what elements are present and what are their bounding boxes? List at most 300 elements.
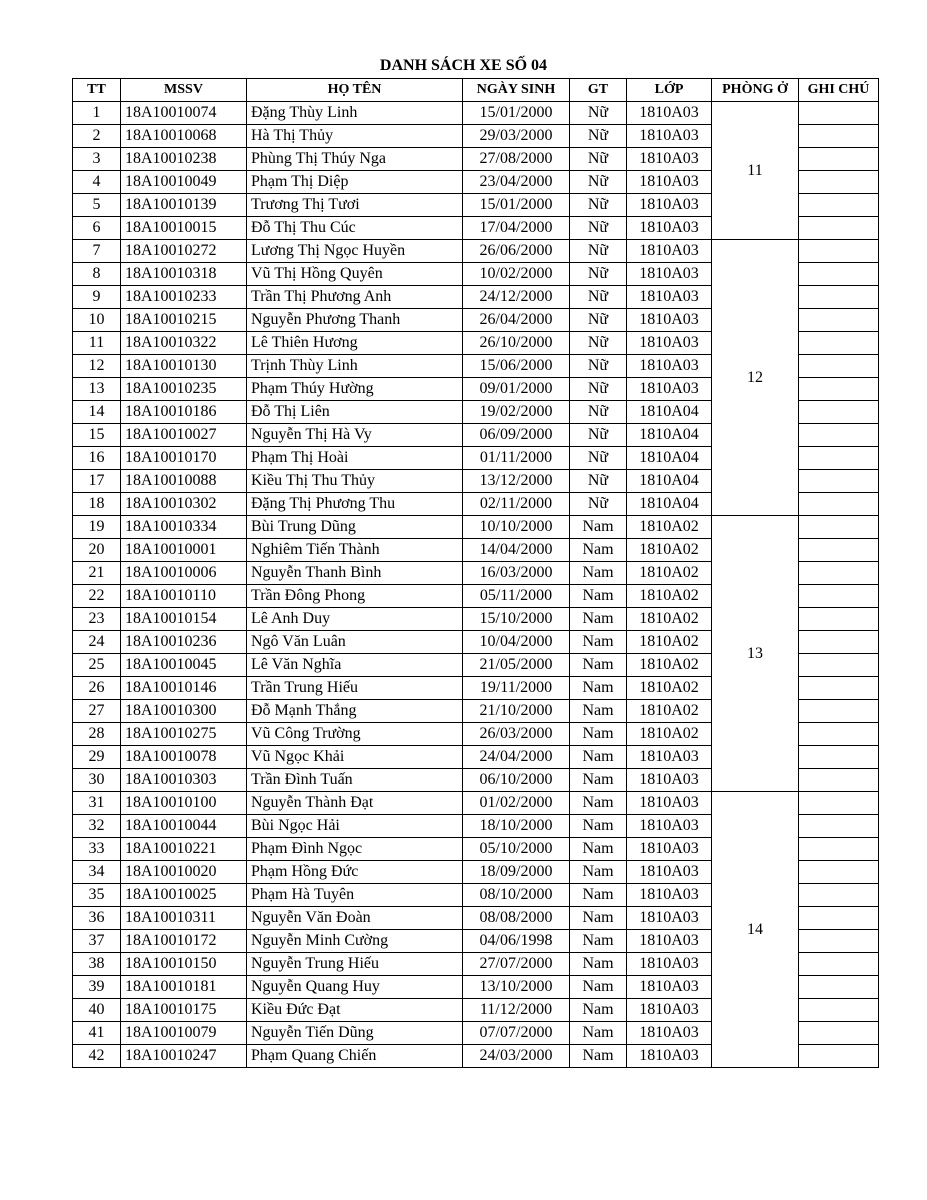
row-number: 37 (73, 930, 121, 953)
date-of-birth: 24/03/2000 (463, 1045, 570, 1068)
date-of-birth: 10/04/2000 (463, 631, 570, 654)
student-name: Vũ Công Trường (247, 723, 463, 746)
student-id: 18A10010079 (121, 1022, 247, 1045)
note-cell (799, 769, 879, 792)
note-cell (799, 608, 879, 631)
gender: Nam (570, 585, 627, 608)
class-code: 1810A03 (627, 815, 712, 838)
gender: Nữ (570, 240, 627, 263)
student-name: Nguyễn Thị Hà Vy (247, 424, 463, 447)
room-number: 11 (712, 102, 799, 240)
note-cell (799, 884, 879, 907)
gender: Nữ (570, 286, 627, 309)
student-id: 18A10010001 (121, 539, 247, 562)
row-number: 41 (73, 1022, 121, 1045)
note-cell (799, 999, 879, 1022)
student-id: 18A10010300 (121, 700, 247, 723)
gender: Nam (570, 700, 627, 723)
row-number: 14 (73, 401, 121, 424)
date-of-birth: 08/08/2000 (463, 907, 570, 930)
student-name: Phùng Thị Thúy Nga (247, 148, 463, 171)
class-code: 1810A03 (627, 953, 712, 976)
student-id: 18A10010275 (121, 723, 247, 746)
date-of-birth: 26/10/2000 (463, 332, 570, 355)
header-mssv: MSSV (121, 79, 247, 102)
student-name: Trần Đông Phong (247, 585, 463, 608)
note-cell (799, 194, 879, 217)
date-of-birth: 18/09/2000 (463, 861, 570, 884)
date-of-birth: 27/08/2000 (463, 148, 570, 171)
note-cell (799, 815, 879, 838)
row-number: 29 (73, 746, 121, 769)
class-code: 1810A03 (627, 148, 712, 171)
student-name: Nguyễn Trung Hiếu (247, 953, 463, 976)
class-code: 1810A04 (627, 470, 712, 493)
class-code: 1810A03 (627, 769, 712, 792)
date-of-birth: 09/01/2000 (463, 378, 570, 401)
class-code: 1810A03 (627, 286, 712, 309)
row-number: 13 (73, 378, 121, 401)
gender: Nữ (570, 102, 627, 125)
note-cell (799, 516, 879, 539)
note-cell (799, 447, 879, 470)
date-of-birth: 13/12/2000 (463, 470, 570, 493)
date-of-birth: 01/11/2000 (463, 447, 570, 470)
gender: Nam (570, 999, 627, 1022)
student-id: 18A10010130 (121, 355, 247, 378)
date-of-birth: 21/10/2000 (463, 700, 570, 723)
row-number: 22 (73, 585, 121, 608)
gender: Nam (570, 516, 627, 539)
row-number: 16 (73, 447, 121, 470)
date-of-birth: 13/10/2000 (463, 976, 570, 999)
student-name: Bùi Trung Dũng (247, 516, 463, 539)
date-of-birth: 01/02/2000 (463, 792, 570, 815)
class-code: 1810A02 (627, 516, 712, 539)
class-code: 1810A03 (627, 332, 712, 355)
note-cell (799, 631, 879, 654)
date-of-birth: 10/10/2000 (463, 516, 570, 539)
class-code: 1810A03 (627, 1045, 712, 1068)
date-of-birth: 14/04/2000 (463, 539, 570, 562)
date-of-birth: 15/10/2000 (463, 608, 570, 631)
gender: Nữ (570, 125, 627, 148)
row-number: 28 (73, 723, 121, 746)
note-cell (799, 171, 879, 194)
class-code: 1810A02 (627, 585, 712, 608)
student-id: 18A10010181 (121, 976, 247, 999)
room-number: 14 (712, 792, 799, 1068)
student-id: 18A10010303 (121, 769, 247, 792)
date-of-birth: 02/11/2000 (463, 493, 570, 516)
note-cell (799, 792, 879, 815)
gender: Nữ (570, 378, 627, 401)
student-id: 18A10010247 (121, 1045, 247, 1068)
row-number: 11 (73, 332, 121, 355)
header-ho-ten: HỌ TÊN (247, 79, 463, 102)
class-code: 1810A03 (627, 171, 712, 194)
row-number: 2 (73, 125, 121, 148)
note-cell (799, 148, 879, 171)
gender: Nam (570, 746, 627, 769)
row-number: 24 (73, 631, 121, 654)
class-code: 1810A03 (627, 263, 712, 286)
note-cell (799, 585, 879, 608)
note-cell (799, 746, 879, 769)
gender: Nữ (570, 424, 627, 447)
date-of-birth: 24/04/2000 (463, 746, 570, 769)
student-name: Đỗ Thị Liên (247, 401, 463, 424)
note-cell (799, 953, 879, 976)
student-name: Trần Đình Tuấn (247, 769, 463, 792)
row-number: 15 (73, 424, 121, 447)
date-of-birth: 26/06/2000 (463, 240, 570, 263)
student-id: 18A10010027 (121, 424, 247, 447)
note-cell (799, 217, 879, 240)
student-name: Trần Thị Phương Anh (247, 286, 463, 309)
class-code: 1810A03 (627, 102, 712, 125)
student-name: Phạm Thị Hoài (247, 447, 463, 470)
gender: Nam (570, 907, 627, 930)
document-title: DANH SÁCH XE SỐ 04 (379, 57, 548, 74)
student-name: Vũ Ngọc Khải (247, 746, 463, 769)
note-cell (799, 470, 879, 493)
student-name: Đặng Thùy Linh (247, 102, 463, 125)
class-code: 1810A02 (627, 539, 712, 562)
student-id: 18A10010235 (121, 378, 247, 401)
row-number: 4 (73, 171, 121, 194)
note-cell (799, 654, 879, 677)
table-row (73, 102, 879, 125)
gender: Nam (570, 723, 627, 746)
class-code: 1810A03 (627, 355, 712, 378)
date-of-birth: 06/09/2000 (463, 424, 570, 447)
date-of-birth: 15/06/2000 (463, 355, 570, 378)
date-of-birth: 21/05/2000 (463, 654, 570, 677)
gender: Nam (570, 608, 627, 631)
class-code: 1810A03 (627, 746, 712, 769)
row-number: 31 (73, 792, 121, 815)
class-code: 1810A03 (627, 217, 712, 240)
row-number: 38 (73, 953, 121, 976)
note-cell (799, 539, 879, 562)
student-name: Trịnh Thùy Linh (247, 355, 463, 378)
note-cell (799, 332, 879, 355)
student-id: 18A10010078 (121, 746, 247, 769)
date-of-birth: 17/04/2000 (463, 217, 570, 240)
date-of-birth: 19/11/2000 (463, 677, 570, 700)
student-name: Lương Thị Ngọc Huyền (247, 240, 463, 263)
note-cell (799, 263, 879, 286)
gender: Nam (570, 838, 627, 861)
note-cell (799, 861, 879, 884)
student-id: 18A10010215 (121, 309, 247, 332)
class-code: 1810A02 (627, 654, 712, 677)
student-name: Kiều Đức Đạt (247, 999, 463, 1022)
gender: Nữ (570, 355, 627, 378)
student-id: 18A10010110 (121, 585, 247, 608)
row-number: 1 (73, 102, 121, 125)
date-of-birth: 05/10/2000 (463, 838, 570, 861)
table-row (73, 516, 879, 539)
note-cell (799, 309, 879, 332)
note-cell (799, 125, 879, 148)
note-cell (799, 355, 879, 378)
class-code: 1810A03 (627, 907, 712, 930)
date-of-birth: 16/03/2000 (463, 562, 570, 585)
row-number: 7 (73, 240, 121, 263)
student-id: 18A10010272 (121, 240, 247, 263)
gender: Nữ (570, 217, 627, 240)
row-number: 3 (73, 148, 121, 171)
row-number: 30 (73, 769, 121, 792)
student-name: Nguyễn Văn Đoàn (247, 907, 463, 930)
row-number: 18 (73, 493, 121, 516)
date-of-birth: 07/07/2000 (463, 1022, 570, 1045)
note-cell (799, 493, 879, 516)
row-number: 10 (73, 309, 121, 332)
student-name: Hà Thị Thủy (247, 125, 463, 148)
student-roster-table (72, 78, 879, 1068)
row-number: 25 (73, 654, 121, 677)
student-name: Kiều Thị Thu Thủy (247, 470, 463, 493)
date-of-birth: 11/12/2000 (463, 999, 570, 1022)
gender: Nữ (570, 309, 627, 332)
student-id: 18A10010302 (121, 493, 247, 516)
gender: Nam (570, 953, 627, 976)
note-cell (799, 378, 879, 401)
class-code: 1810A03 (627, 976, 712, 999)
class-code: 1810A03 (627, 999, 712, 1022)
room-number: 12 (712, 240, 799, 516)
student-name: Đỗ Thị Thu Cúc (247, 217, 463, 240)
student-name: Phạm Đình Ngọc (247, 838, 463, 861)
class-code: 1810A03 (627, 194, 712, 217)
gender: Nữ (570, 493, 627, 516)
student-id: 18A10010175 (121, 999, 247, 1022)
class-code: 1810A03 (627, 884, 712, 907)
gender: Nam (570, 815, 627, 838)
header-ngay-sinh: NGÀY SINH (463, 79, 570, 102)
student-id: 18A10010020 (121, 861, 247, 884)
date-of-birth: 10/02/2000 (463, 263, 570, 286)
note-cell (799, 401, 879, 424)
date-of-birth: 24/12/2000 (463, 286, 570, 309)
header-lop: LỚP (627, 79, 712, 102)
class-code: 1810A04 (627, 401, 712, 424)
class-code: 1810A04 (627, 424, 712, 447)
class-code: 1810A02 (627, 608, 712, 631)
header-phong-o: PHÒNG Ở (712, 79, 799, 102)
class-code: 1810A04 (627, 493, 712, 516)
class-code: 1810A03 (627, 861, 712, 884)
row-number: 27 (73, 700, 121, 723)
student-id: 18A10010015 (121, 217, 247, 240)
gender: Nữ (570, 148, 627, 171)
table-row (73, 240, 879, 263)
class-code: 1810A03 (627, 240, 712, 263)
date-of-birth: 15/01/2000 (463, 102, 570, 125)
student-id: 18A10010186 (121, 401, 247, 424)
student-name: Nguyễn Quang Huy (247, 976, 463, 999)
student-name: Lê Văn Nghĩa (247, 654, 463, 677)
date-of-birth: 23/04/2000 (463, 171, 570, 194)
student-name: Nguyễn Tiến Dũng (247, 1022, 463, 1045)
student-id: 18A10010068 (121, 125, 247, 148)
date-of-birth: 06/10/2000 (463, 769, 570, 792)
note-cell (799, 700, 879, 723)
row-number: 32 (73, 815, 121, 838)
note-cell (799, 1045, 879, 1068)
date-of-birth: 15/01/2000 (463, 194, 570, 217)
student-name: Phạm Quang Chiến (247, 1045, 463, 1068)
class-code: 1810A02 (627, 631, 712, 654)
student-id: 18A10010238 (121, 148, 247, 171)
header-tt: TT (73, 79, 121, 102)
class-code: 1810A02 (627, 700, 712, 723)
row-number: 5 (73, 194, 121, 217)
student-id: 18A10010233 (121, 286, 247, 309)
row-number: 34 (73, 861, 121, 884)
student-id: 18A10010322 (121, 332, 247, 355)
student-name: Lê Thiên Hương (247, 332, 463, 355)
student-id: 18A10010006 (121, 562, 247, 585)
class-code: 1810A04 (627, 447, 712, 470)
note-cell (799, 424, 879, 447)
row-number: 26 (73, 677, 121, 700)
gender: Nam (570, 539, 627, 562)
student-id: 18A10010154 (121, 608, 247, 631)
student-name: Ngô Văn Luân (247, 631, 463, 654)
table-row (73, 792, 879, 815)
gender: Nam (570, 1022, 627, 1045)
gender: Nam (570, 884, 627, 907)
date-of-birth: 27/07/2000 (463, 953, 570, 976)
date-of-birth: 08/10/2000 (463, 884, 570, 907)
student-name: Nghiêm Tiến Thành (247, 539, 463, 562)
gender: Nữ (570, 470, 627, 493)
gender: Nữ (570, 194, 627, 217)
gender: Nữ (570, 447, 627, 470)
student-name: Đặng Thị Phương Thu (247, 493, 463, 516)
student-name: Nguyễn Minh Cường (247, 930, 463, 953)
gender: Nữ (570, 401, 627, 424)
room-number: 13 (712, 516, 799, 792)
class-code: 1810A03 (627, 378, 712, 401)
note-cell (799, 1022, 879, 1045)
gender: Nữ (570, 263, 627, 286)
student-id: 18A10010334 (121, 516, 247, 539)
student-name: Nguyễn Phương Thanh (247, 309, 463, 332)
class-code: 1810A03 (627, 1022, 712, 1045)
student-name: Trương Thị Tươi (247, 194, 463, 217)
student-name: Nguyễn Thành Đạt (247, 792, 463, 815)
note-cell (799, 930, 879, 953)
student-id: 18A10010045 (121, 654, 247, 677)
student-name: Bùi Ngọc Hải (247, 815, 463, 838)
note-cell (799, 976, 879, 999)
note-cell (799, 240, 879, 263)
row-number: 23 (73, 608, 121, 631)
header-gt: GT (570, 79, 627, 102)
student-id: 18A10010172 (121, 930, 247, 953)
student-id: 18A10010150 (121, 953, 247, 976)
student-id: 18A10010025 (121, 884, 247, 907)
header-ghi-chu: GHI CHÚ (799, 79, 879, 102)
class-code: 1810A02 (627, 723, 712, 746)
row-number: 35 (73, 884, 121, 907)
date-of-birth: 19/02/2000 (463, 401, 570, 424)
date-of-birth: 18/10/2000 (463, 815, 570, 838)
gender: Nam (570, 677, 627, 700)
gender: Nam (570, 930, 627, 953)
student-name: Phạm Thị Diệp (247, 171, 463, 194)
date-of-birth: 26/04/2000 (463, 309, 570, 332)
gender: Nam (570, 631, 627, 654)
header-row (73, 79, 879, 102)
row-number: 39 (73, 976, 121, 999)
gender: Nữ (570, 171, 627, 194)
gender: Nam (570, 861, 627, 884)
note-cell (799, 677, 879, 700)
student-name: Đỗ Mạnh Thắng (247, 700, 463, 723)
note-cell (799, 102, 879, 125)
note-cell (799, 838, 879, 861)
student-id: 18A10010049 (121, 171, 247, 194)
note-cell (799, 907, 879, 930)
class-code: 1810A03 (627, 792, 712, 815)
student-name: Nguyễn Thanh Bình (247, 562, 463, 585)
student-name: Phạm Thúy Hường (247, 378, 463, 401)
class-code: 1810A02 (627, 677, 712, 700)
row-number: 21 (73, 562, 121, 585)
class-code: 1810A03 (627, 309, 712, 332)
gender: Nam (570, 1045, 627, 1068)
date-of-birth: 04/06/1998 (463, 930, 570, 953)
gender: Nam (570, 654, 627, 677)
row-number: 9 (73, 286, 121, 309)
date-of-birth: 26/03/2000 (463, 723, 570, 746)
row-number: 12 (73, 355, 121, 378)
student-id: 18A10010236 (121, 631, 247, 654)
gender: Nam (570, 976, 627, 999)
row-number: 40 (73, 999, 121, 1022)
class-code: 1810A02 (627, 562, 712, 585)
student-id: 18A10010074 (121, 102, 247, 125)
gender: Nam (570, 769, 627, 792)
note-cell (799, 286, 879, 309)
student-name: Lê Anh Duy (247, 608, 463, 631)
student-name: Vũ Thị Hồng Quyên (247, 263, 463, 286)
student-id: 18A10010170 (121, 447, 247, 470)
row-number: 20 (73, 539, 121, 562)
student-id: 18A10010100 (121, 792, 247, 815)
row-number: 33 (73, 838, 121, 861)
class-code: 1810A03 (627, 838, 712, 861)
row-number: 42 (73, 1045, 121, 1068)
student-id: 18A10010146 (121, 677, 247, 700)
gender: Nam (570, 792, 627, 815)
student-id: 18A10010044 (121, 815, 247, 838)
student-name: Trần Trung Hiếu (247, 677, 463, 700)
note-cell (799, 723, 879, 746)
date-of-birth: 05/11/2000 (463, 585, 570, 608)
student-id: 18A10010221 (121, 838, 247, 861)
gender: Nam (570, 562, 627, 585)
note-cell (799, 562, 879, 585)
class-code: 1810A03 (627, 125, 712, 148)
row-number: 6 (73, 217, 121, 240)
